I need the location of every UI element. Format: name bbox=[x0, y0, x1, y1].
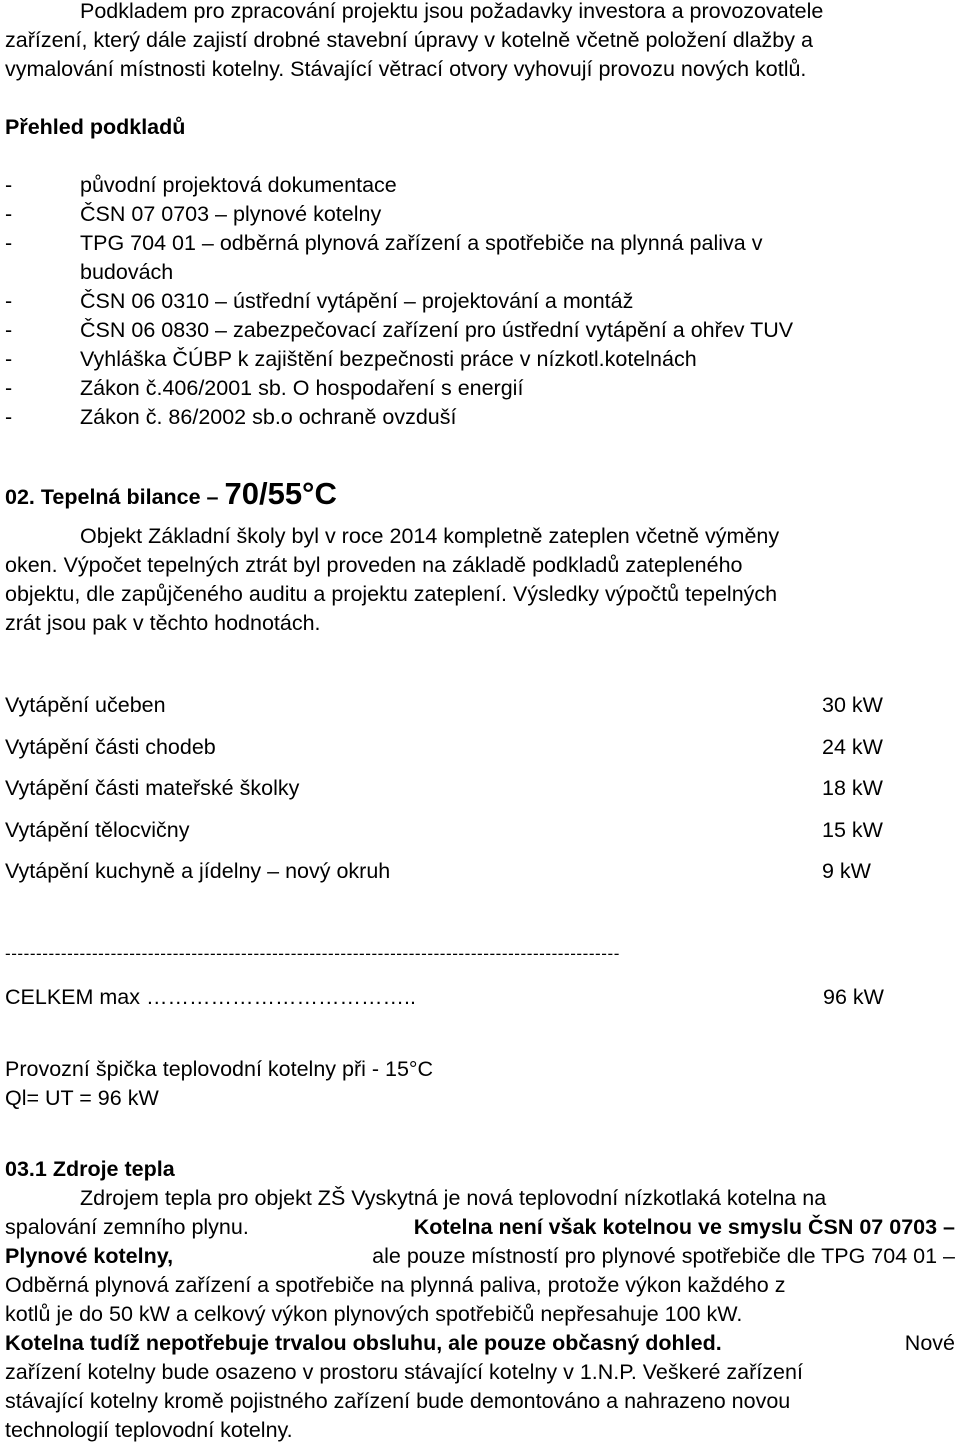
load-label: Vytápění tělocvičny bbox=[5, 818, 190, 842]
list-dash: - bbox=[5, 405, 13, 429]
load-value: 24 kW bbox=[822, 735, 883, 759]
sources-line-3-normal: ale pouze místností pro plynové spotřebiče dle TPG 704 01 – bbox=[372, 1244, 955, 1268]
load-value: 15 kW bbox=[822, 818, 883, 842]
separator-line: --------------------------------------------------------------------------------------------------- bbox=[5, 944, 620, 963]
sources-line-2-normal: spalování zemního plynu. bbox=[5, 1215, 249, 1239]
list-item: ČSN 07 0703 – plynové kotelny bbox=[80, 202, 382, 226]
list-dash: - bbox=[5, 202, 13, 226]
list-item: Vyhláška ČÚBP k zajištění bezpečnosti práce v nízkotl.kotelnách bbox=[80, 347, 697, 371]
load-label: Vytápění části mateřské školky bbox=[5, 776, 300, 800]
balance-para-line-2: oken. Výpočet tepelných ztrát byl proveden na základě podkladů zatepleného bbox=[5, 553, 743, 577]
sources-line-3-bold: Plynové kotelny, bbox=[5, 1244, 174, 1268]
sources-line-2 bbox=[5, 1213, 955, 1242]
load-label: Vytápění učeben bbox=[5, 693, 166, 717]
balance-heading bbox=[5, 478, 337, 513]
total-label: CELKEM max ……………………………….. bbox=[5, 985, 416, 1009]
sources-line-6-normal: Nové bbox=[904, 1331, 955, 1355]
balance-para-line-4: zrát jsou pak v těchto hodnotách. bbox=[5, 611, 321, 635]
sources-line-3 bbox=[5, 1242, 955, 1271]
balance-heading-text: 02. Tepelná bilance – bbox=[5, 485, 219, 509]
sources-heading: 03.1 Zdroje tepla bbox=[5, 1157, 175, 1181]
load-value: 18 kW bbox=[822, 776, 883, 800]
intro-line-1: Podkladem pro zpracování projektu jsou požadavky investora a provozovatele bbox=[80, 0, 824, 23]
list-dash: - bbox=[5, 376, 13, 400]
list-dash: - bbox=[5, 347, 13, 371]
list-item: původní projektová dokumentace bbox=[80, 173, 397, 197]
intro-line-3: vymalování místnosti kotelny. Stávající větrací otvory vyhovují provozu nových kotlů. bbox=[5, 57, 807, 81]
overview-heading: Přehled podkladů bbox=[5, 115, 186, 139]
sources-line-1: Zdrojem tepla pro objekt ZŠ Vyskytná je nová teplovodní nízkotlaká kotelna na bbox=[80, 1186, 827, 1210]
list-item: TPG 704 01 – odběrná plynová zařízení a spotřebiče na plynná paliva v bbox=[80, 231, 763, 255]
intro-line-2: zařízení, který dále zajistí drobné stavební úpravy v kotelně včetně položení dlažby a bbox=[5, 28, 813, 52]
sources-line-6 bbox=[5, 1329, 955, 1358]
sources-line-9: technologií teplovodní kotelny. bbox=[5, 1418, 293, 1442]
load-value: 30 kW bbox=[822, 693, 883, 717]
balance-para-line-3: objektu, dle zapůjčeného auditu a projektu zateplení. Výsledky výpočtů tepelných bbox=[5, 582, 778, 606]
sources-line-7: zařízení kotelny bude osazeno v prostoru stávající kotelny v 1.N.P. Veškeré zařízení bbox=[5, 1360, 803, 1384]
sources-line-6-bold: Kotelna tudíž nepotřebuje trvalou obsluhu, ale pouze občasný dohled. bbox=[5, 1331, 722, 1355]
load-label: Vytápění části chodeb bbox=[5, 735, 216, 759]
list-dash: - bbox=[5, 318, 13, 342]
list-dash: - bbox=[5, 173, 13, 197]
list-item: ČSN 06 0830 – zabezpečovací zařízení pro ústřední vytápění a ohřev TUV bbox=[80, 318, 794, 342]
load-label: Vytápění kuchyně a jídelny – nový okruh bbox=[5, 859, 391, 883]
list-item-continuation: budovách bbox=[80, 260, 174, 284]
list-dash: - bbox=[5, 289, 13, 313]
sources-line-4: Odběrná plynová zařízení a spotřebiče na plynná paliva, protože výkon každého z bbox=[5, 1273, 786, 1297]
peak-line-1: Provozní špička teplovodní kotelny při - 15°C bbox=[5, 1057, 434, 1081]
list-dash: - bbox=[5, 231, 13, 255]
list-item: Zákon č.406/2001 sb. O hospodaření s energií bbox=[80, 376, 524, 400]
load-value: 9 kW bbox=[822, 859, 871, 883]
sources-line-2-bold: Kotelna není však kotelnou ve smyslu ČSN 07 0703 – bbox=[413, 1215, 955, 1239]
list-item: ČSN 06 0310 – ústřední vytápění – projektování a montáž bbox=[80, 289, 634, 313]
peak-line-2: Ql= UT = 96 kW bbox=[5, 1086, 159, 1110]
sources-line-5: kotlů je do 50 kW a celkový výkon plynových spotřebičů nepřesahuje 100 kW. bbox=[5, 1302, 743, 1326]
sources-line-8: stávající kotelny kromě pojistného zařízení bude demontováno a nahrazeno novou bbox=[5, 1389, 791, 1413]
balance-temperature: 70/55°C bbox=[224, 476, 337, 511]
balance-para-line-1: Objekt Základní školy byl v roce 2014 kompletně zateplen včetně výměny bbox=[80, 524, 780, 548]
list-item: Zákon č. 86/2002 sb.o ochraně ovzduší bbox=[80, 405, 457, 429]
total-value: 96 kW bbox=[823, 985, 884, 1009]
